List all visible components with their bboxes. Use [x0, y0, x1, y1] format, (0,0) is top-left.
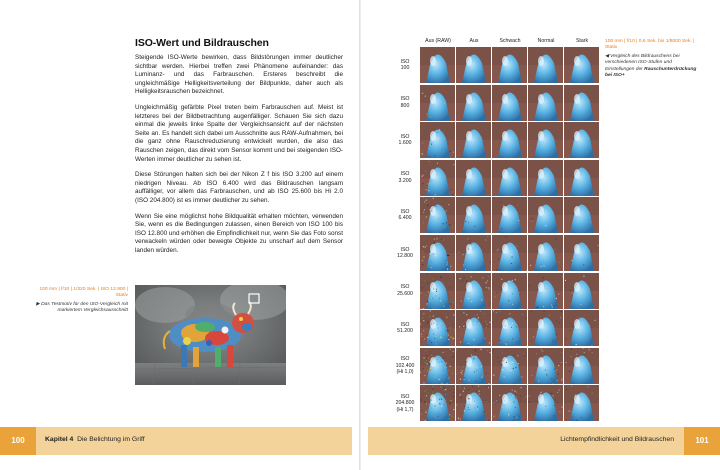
- noise-sample-tile: [528, 310, 563, 346]
- noise-sample-tile: [564, 310, 599, 346]
- noise-sample-tile: [492, 273, 527, 309]
- noise-sample-tile: [456, 273, 491, 309]
- column-header: Aus (RAW): [425, 38, 451, 44]
- noise-sample-tile: [564, 273, 599, 309]
- noise-sample-tile: [564, 348, 599, 384]
- noise-sample-tile: [528, 122, 563, 158]
- noise-sample-tile: [528, 160, 563, 196]
- noise-sample-tile: [420, 160, 455, 196]
- noise-sample-tile: [420, 85, 455, 121]
- noise-sample-tile: [420, 197, 455, 233]
- section-title: ISO-Wert und Bildrauschen: [135, 37, 269, 49]
- noise-sample-tile: [456, 235, 491, 271]
- noise-sample-tile: [564, 160, 599, 196]
- noise-sample-tile: [492, 310, 527, 346]
- noise-sample-tile: [420, 235, 455, 271]
- iso-row-label: ISO 100: [400, 58, 410, 71]
- body-text: [135, 54, 343, 262]
- column-header: Normal: [537, 38, 555, 44]
- noise-sample-tile: [456, 85, 491, 121]
- noise-sample-tile: [492, 160, 527, 196]
- noise-sample-tile: [456, 310, 491, 346]
- footer-left: [0, 427, 352, 455]
- noise-sample-tile: [420, 310, 455, 346]
- noise-sample-tile: [456, 348, 491, 384]
- running-title: Lichtempfindlichkeit und Bildrauschen: [560, 436, 674, 443]
- paragraph: Diese Störungen halten sich bei der Nikon Z f bis ISO 3.200 auf einem niedrigen Niveau. Ab ISO 6.400 wird das Bildrauschen langsam auffälliger, vor allem das Farbrauschen, und ab ISO 25.600 bis Hi 2.0 (ISO 204.800) ist es immer deutlicher zu sehen.: [135, 171, 343, 204]
- paragraph: Ungleichmäßig gefärbte Pixel treten beim Farbrauschen auf. Meist ist letzteres bei der Bildbetrachtung augenfälliger. Schauen Sie sich dazu einmal die jeweils linke Spalte der Vergleichsansicht auf der nächsten Seite an. Es handelt sich dabei um Ausschnitte aus RAW-Aufnahmen, bei die ganz ohne Rauschreduzierung entwickelt wurden, die also das Rauschen zeigen, das direkt vom Sensor kommt und bei steigenden ISO-Werten immer deutlicher zu sehen ist.: [135, 103, 343, 163]
- noise-sample-tile: [492, 85, 527, 121]
- noise-sample-tile: [492, 47, 527, 83]
- bull-test-photo: [135, 285, 286, 385]
- noise-sample-tile: [564, 47, 599, 83]
- noise-sample-tile: [420, 47, 455, 83]
- noise-sample-tile: [528, 385, 563, 421]
- noise-sample-tile: [528, 47, 563, 83]
- footer-right: [368, 427, 720, 455]
- noise-sample-tile: [456, 160, 491, 196]
- photo-caption: [30, 287, 128, 315]
- iso-row-label: ISO 800: [400, 96, 410, 109]
- column-headers: [420, 38, 600, 46]
- noise-sample-tile: [528, 348, 563, 384]
- caption-text: ▶ Das Testmotiv für den ISO-Vergleich mit markiertem Vergleichsausschnitt: [35, 301, 128, 314]
- noise-sample-tile: [492, 385, 527, 421]
- noise-sample-tile: [528, 85, 563, 121]
- page-gutter: [359, 0, 361, 470]
- column-header: Aus: [469, 38, 479, 44]
- noise-sample-tile: [492, 197, 527, 233]
- page-number-right: 101: [684, 427, 720, 455]
- noise-sample-tile: [492, 235, 527, 271]
- noise-sample-tile: [456, 47, 491, 83]
- noise-sample-tile: [420, 122, 455, 158]
- noise-sample-tile: [420, 385, 455, 421]
- noise-sample-tile: [528, 197, 563, 233]
- bull-figurine-image: [135, 285, 286, 385]
- iso-row-label: ISO 51.200: [397, 321, 413, 335]
- iso-row-label: ISO 12.800: [397, 246, 413, 259]
- iso-row-label: ISO 102.400 (Hi 1,0): [395, 356, 415, 375]
- paragraph: Wenn Sie eine möglichst hohe Bildqualität erhalten möchten, verwenden Sie, wenn es die Bedingungen zulassen, einen Bereich von ISO 100 bis ISO 12.800 und erhöhen die Empfindlichkeit nur, wenn Sie das Foto sonst verwackeln würden oder bewegte Objekte zu unscharf auf dem Sensor landen würden.: [135, 212, 343, 254]
- noise-sample-tile: [564, 85, 599, 121]
- column-header: Stark: [575, 38, 589, 44]
- paragraph: Steigende ISO-Werte bewirken, dass Bildstörungen immer deutlicher sichtbar werden. Hierbei treffen zwei Phänomene aufeinander: das Luminanz- und das Farbrauschen. Ersteres beschreibt die ungleichmäßige Helligkeitsverteilung der Bildpunkte, daher auch als Helligkeitsrauschen bezeichnet.: [135, 54, 343, 96]
- caption-exif: 100 mm | f/10 | 0,6 Sek. bis 1/8000 Sek. | Stativ: [605, 39, 695, 51]
- iso-row-label: ISO 6.400: [398, 209, 412, 222]
- noise-sample-tile: [456, 385, 491, 421]
- caption-text: ◀ Vergleich des Bildrauschens bei verschiedenen ISO-Stufen und Einstellungen der Rauschunterdrückung bei ISO+: [605, 53, 697, 79]
- column-header: Schwach: [499, 38, 521, 44]
- chapter-label: Kapitel 4 Die Belichtung im Griff: [45, 436, 145, 443]
- iso-row-label: ISO 3.200: [398, 171, 412, 184]
- noise-sample-tile: [528, 273, 563, 309]
- iso-row-label: ISO 204.800 (Hi 1,7): [395, 393, 415, 413]
- noise-sample-tile: [492, 348, 527, 384]
- iso-row-label: ISO 25.600: [397, 284, 413, 297]
- noise-sample-tile: [564, 385, 599, 421]
- noise-sample-tile: [456, 122, 491, 158]
- noise-sample-tile: [564, 122, 599, 158]
- caption-exif: 100 mm | f/10 | 1/320 Sek. | ISO 12.800 | Stativ: [39, 287, 128, 299]
- noise-sample-tile: [564, 197, 599, 233]
- noise-sample-tile: [456, 197, 491, 233]
- page-number-left: 100: [0, 427, 36, 455]
- comparison-caption: [605, 39, 700, 79]
- noise-sample-tile: [528, 235, 563, 271]
- noise-sample-tile: [420, 348, 455, 384]
- noise-sample-tile: [492, 122, 527, 158]
- noise-sample-tile: [420, 273, 455, 309]
- iso-row-label: ISO 1.600: [398, 133, 412, 147]
- noise-sample-tile: [564, 235, 599, 271]
